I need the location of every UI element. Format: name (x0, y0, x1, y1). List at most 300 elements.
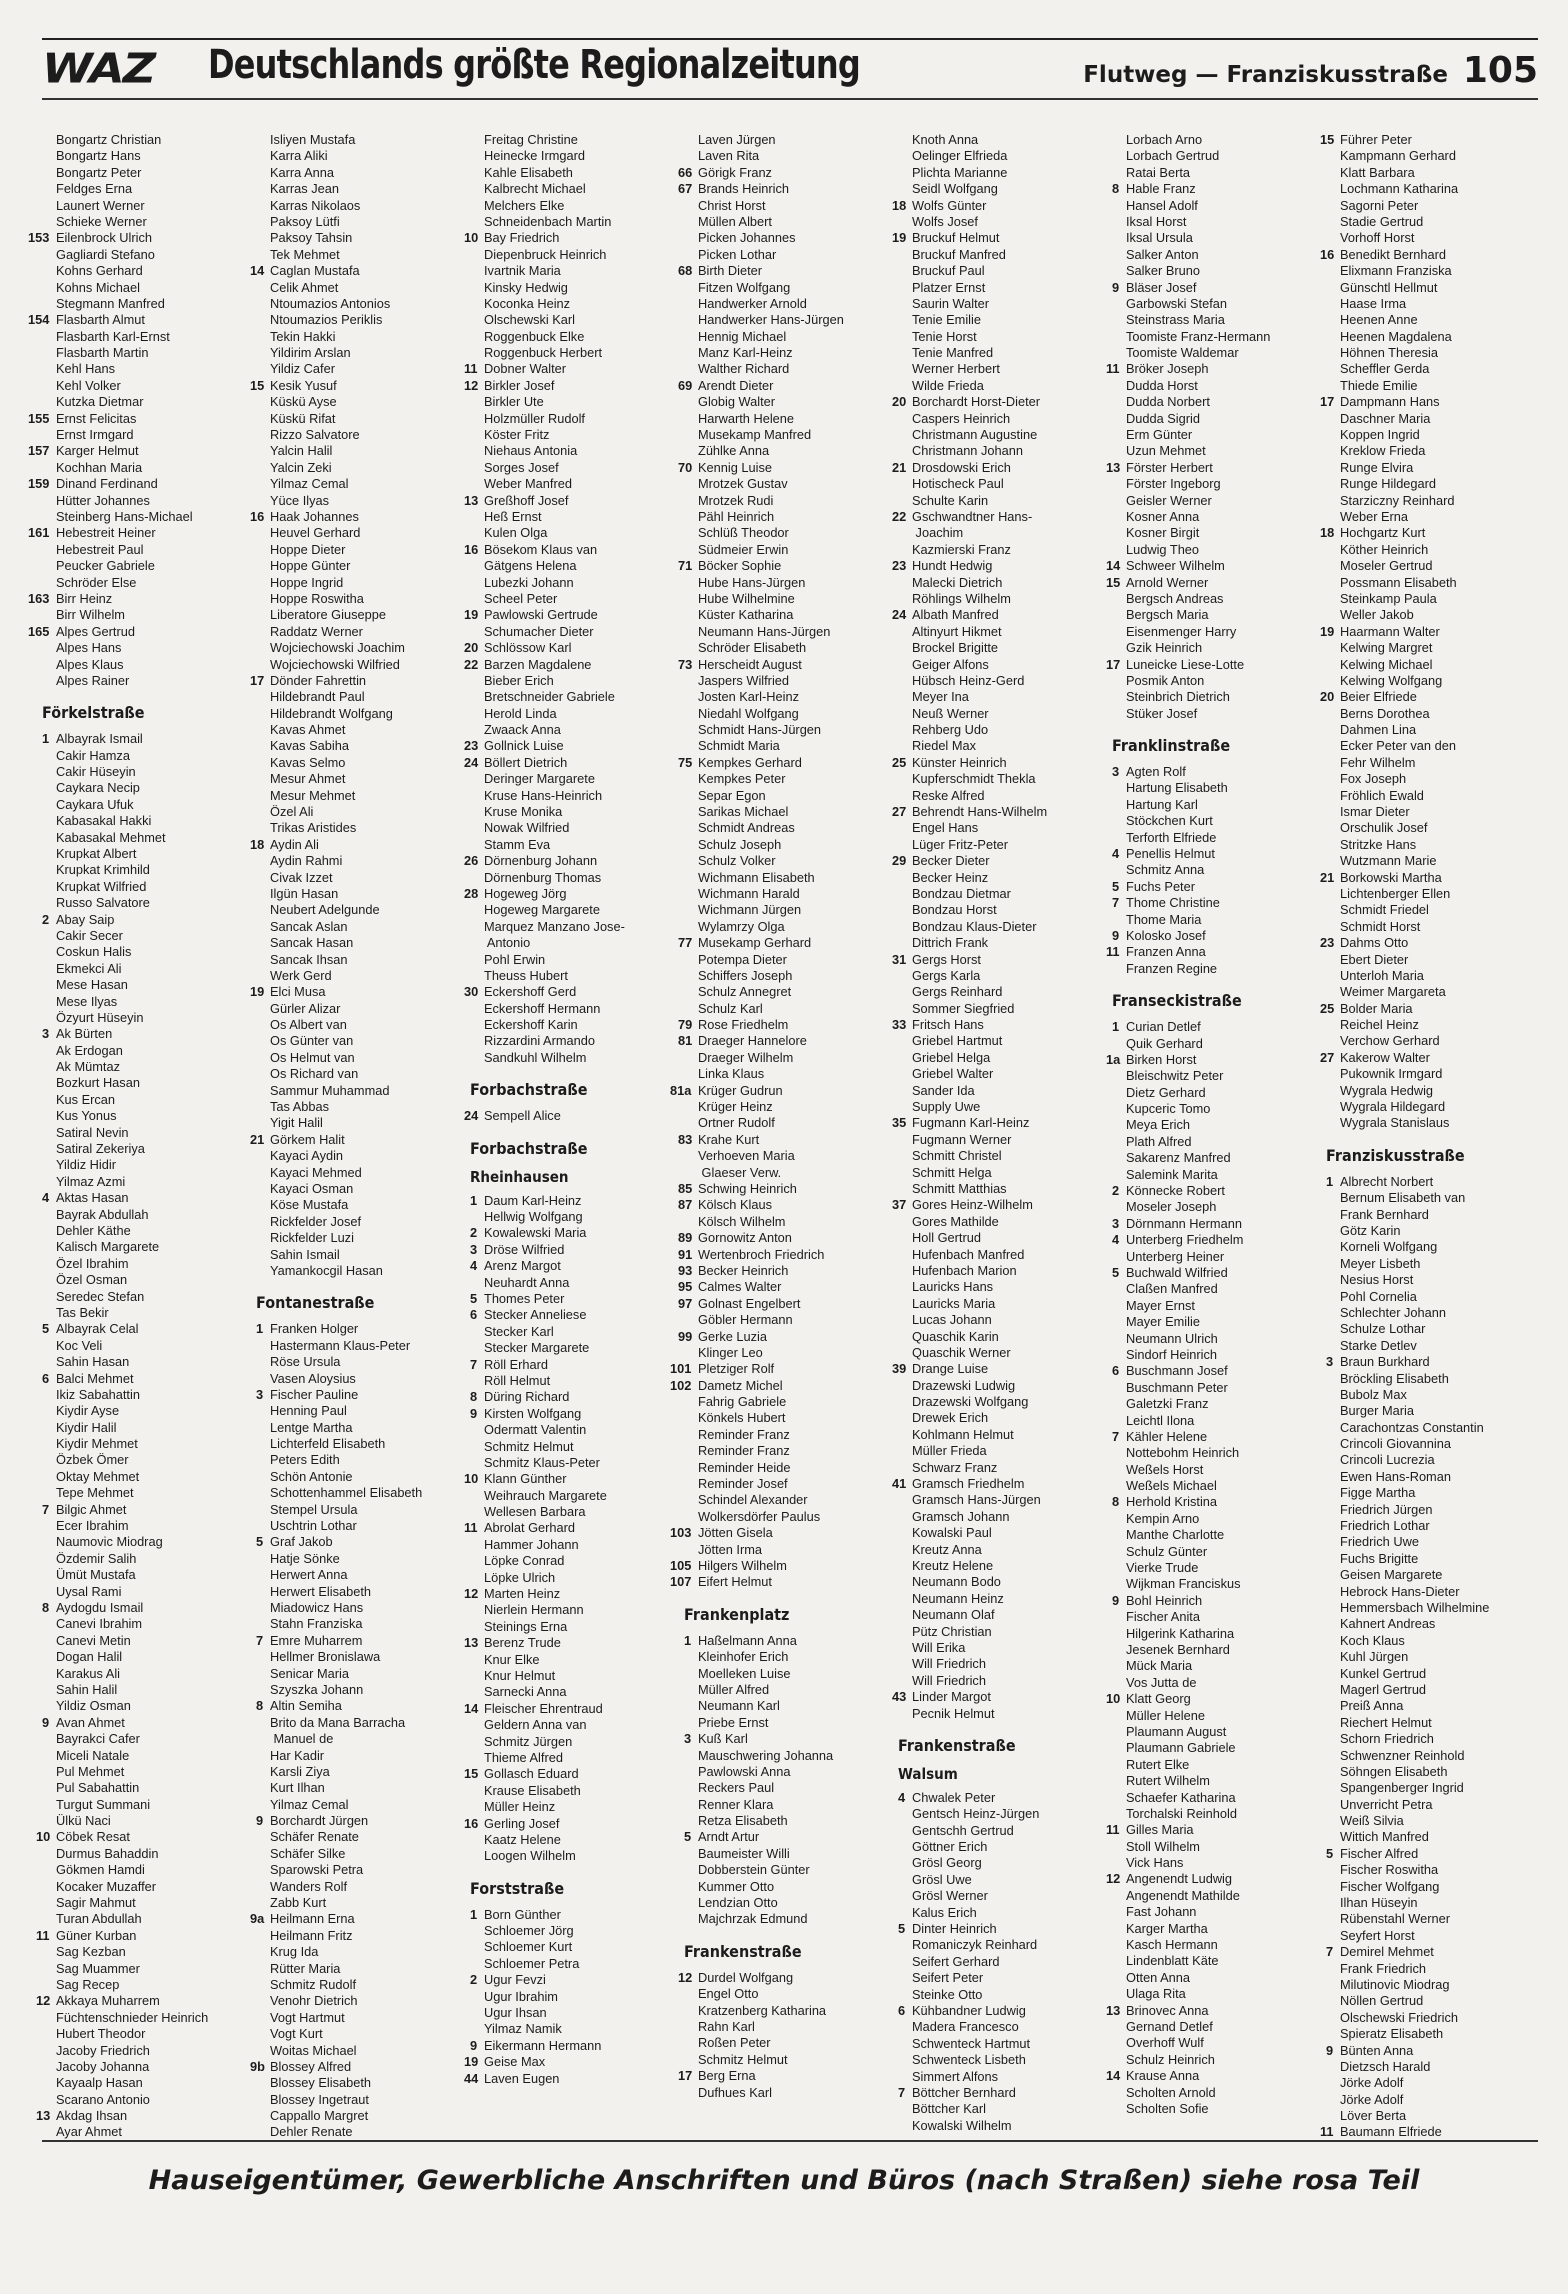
resident-name: Verchow Gerhard (1340, 1033, 1440, 1049)
resident-name: Moelleken Luise (698, 1665, 791, 1681)
resident-name: Miceli Natale (56, 1747, 130, 1763)
resident-entry (42, 813, 256, 829)
resident-entry (470, 1553, 684, 1569)
resident-entry (892, 1689, 1112, 1705)
resident-name: Feldges Erna (56, 181, 133, 197)
resident-name: Musekamp Gerhard (698, 935, 812, 951)
resident-name: Dinter Heinrich (912, 1921, 997, 1937)
resident-name: Bubolz Max (1340, 1386, 1407, 1402)
resident-entry (1106, 1051, 1326, 1068)
resident-entry (898, 280, 1112, 296)
resident-entry (1106, 1691, 1326, 1707)
resident-entry (42, 1911, 256, 1927)
resident-name: Calmes Walter (698, 1279, 782, 1295)
resident-name: Stecker Anneliese (484, 1307, 587, 1323)
house-number: 161 (28, 525, 50, 541)
resident-entry (256, 1551, 470, 1567)
resident-name: Schmidt Horst (1340, 918, 1421, 934)
house-number: 9a (250, 1911, 265, 1927)
resident-entry (470, 329, 684, 345)
resident-name: Hoppe Dieter (270, 541, 346, 557)
resident-entry (256, 1387, 470, 1403)
resident-name: Göttner Erich (912, 1839, 988, 1855)
resident-entry (1112, 476, 1326, 492)
resident-name: Ecer Ibrahim (56, 1518, 129, 1534)
resident-name: Cakir Hamza (56, 747, 130, 763)
resident-name: Ivartnik Maria (484, 263, 561, 279)
resident-entry (898, 1378, 1112, 1394)
resident-name: Fuchs Brigitte (1340, 1550, 1419, 1566)
resident-name: Satiral Zekeriya (56, 1141, 145, 1157)
resident-name: Baumeister Willi (698, 1845, 790, 1861)
resident-name: Ntoumazios Periklis (270, 312, 383, 328)
resident-name: Herhold Kristina (1126, 1494, 1218, 1510)
resident-name: Fast Johann (1126, 1904, 1197, 1920)
resident-entry (470, 1193, 684, 1209)
resident-entry (470, 1907, 684, 1923)
resident-name: Pletziger Rolf (698, 1361, 775, 1377)
resident-name: Vasen Aloysius (270, 1370, 356, 1386)
resident-name: Buchwald Wilfried (1126, 1265, 1228, 1280)
resident-name: Schlechter Johann (1340, 1304, 1446, 1320)
resident-entry (1112, 427, 1326, 443)
resident-name: Hube Wilhelmine (698, 590, 795, 606)
resident-name: Frank Bernhard (1340, 1206, 1429, 1222)
resident-entry (42, 1633, 256, 1649)
resident-entry (42, 2075, 256, 2091)
resident-entry (256, 952, 470, 968)
resident-name: Könnecke Robert (1126, 1183, 1225, 1199)
resident-entry (898, 2069, 1112, 2085)
resident-name: Ludwig Theo (1126, 541, 1200, 557)
resident-name: Sander Ida (912, 1082, 975, 1098)
resident-name: Altinyurt Hikmet (912, 623, 1002, 639)
resident-entry (256, 771, 470, 787)
resident-entry (256, 1748, 470, 1764)
resident-name: Theuss Hubert (484, 967, 568, 983)
resident-entry (256, 1534, 470, 1550)
resident-entry (470, 1956, 684, 1972)
resident-name: Dobberstein Günter (698, 1862, 810, 1878)
resident-entry (1326, 1928, 1540, 1944)
resident-name: Aydin Rahmi (270, 853, 343, 869)
resident-name: Schulz Joseph (698, 836, 782, 852)
resident-name: Heilmann Fritz (270, 1927, 353, 1943)
resident-name: Eilenbrock Ulrich (56, 230, 153, 246)
resident-name: Kus Ercan (56, 1091, 116, 1107)
resident-name: Tenie Manfred (912, 345, 994, 361)
resident-name: Köster Fritz (484, 427, 550, 443)
street-heading: Forststraße (470, 1878, 565, 1898)
resident-name: Görigk Franz (698, 164, 772, 180)
resident-name: Abrolat Gerhard (484, 1520, 576, 1536)
resident-entry (42, 846, 256, 862)
resident-entry (1326, 1977, 1540, 1993)
resident-name: Neumann Karl (698, 1698, 780, 1714)
resident-name: Figge Martha (1340, 1485, 1416, 1501)
resident-entry (684, 1460, 898, 1476)
resident-name: Sahin Halil (56, 1681, 118, 1697)
resident-name: Gagliardi Stefano (56, 246, 155, 262)
resident-name: Kavas Selmo (270, 754, 346, 770)
house-number: 14 (464, 1700, 479, 1716)
resident-name: Salemink Marita (1126, 1166, 1218, 1182)
resident-name: Düring Richard (484, 1389, 570, 1405)
resident-entry (1112, 345, 1326, 361)
resident-entry (1112, 296, 1326, 312)
resident-entry (1326, 837, 1540, 853)
resident-name: Kiydir Mehmet (56, 1436, 138, 1452)
resident-entry (684, 1748, 898, 1764)
resident-entry (684, 1813, 898, 1829)
resident-entry (256, 1436, 470, 1452)
resident-entry (470, 165, 684, 181)
resident-name: Kruse Monika (484, 804, 563, 820)
resident-entry (470, 427, 684, 443)
resident-entry (684, 345, 898, 361)
resident-entry (42, 2026, 256, 2042)
house-number: 24 (464, 754, 479, 770)
resident-entry (42, 1895, 256, 1911)
resident-name: Friedrich Jürgen (1340, 1501, 1433, 1517)
resident-name: Ecker Peter van den (1340, 738, 1456, 754)
resident-name: Bongartz Hans (56, 148, 141, 164)
resident-name: Köse Mustafa (270, 1197, 349, 1213)
resident-name: Hildebrandt Wolfgang (270, 705, 393, 721)
resident-entry (42, 1223, 256, 1239)
resident-name: Steinings Erna (484, 1618, 568, 1634)
resident-name: Neuhardt Anna (484, 1274, 570, 1290)
resident-entry (42, 1616, 256, 1632)
resident-entry (1112, 493, 1326, 509)
resident-entry (470, 460, 684, 476)
resident-name: Diepenbruck Heinrich (484, 246, 607, 262)
resident-entry (256, 1247, 470, 1263)
resident-entry (898, 657, 1112, 673)
resident-entry (464, 1471, 684, 1487)
resident-name: Hilgers Wilhelm (698, 1557, 787, 1573)
resident-entry (464, 1586, 684, 1602)
resident-entry (256, 2026, 470, 2042)
house-number: 15 (250, 377, 265, 393)
resident-entry (684, 804, 898, 820)
resident-entry (1112, 1413, 1326, 1429)
resident-entry (256, 1001, 470, 1017)
resident-entry (464, 640, 684, 656)
resident-entry (42, 1600, 256, 1616)
house-number: 11 (464, 361, 478, 377)
house-number: 16 (250, 508, 265, 524)
resident-name: Hartung Elisabeth (1126, 780, 1228, 796)
resident-entry (256, 738, 470, 754)
resident-name: Bretschneider Gabriele (484, 689, 615, 705)
resident-entry (464, 1635, 684, 1651)
resident-name: Drazewski Wolfgang (912, 1394, 1029, 1410)
resident-entry (470, 1275, 684, 1291)
resident-name: Yalcin Halil (270, 443, 333, 459)
house-number: 20 (892, 394, 907, 410)
resident-name: Laven Jürgen (698, 132, 776, 147)
resident-entry (42, 1780, 256, 1796)
resident-entry (42, 181, 256, 197)
house-number: 19 (892, 230, 907, 246)
resident-entry (470, 575, 684, 591)
resident-entry (1326, 820, 1540, 836)
resident-entry (256, 1567, 470, 1583)
resident-name: Müller Helene (1126, 1707, 1205, 1723)
resident-name: Gergs Karla (912, 967, 981, 983)
resident-name: Renner Klara (698, 1796, 774, 1812)
resident-entry (256, 1148, 470, 1164)
resident-entry (684, 2052, 898, 2068)
resident-name: Eckershoff Hermann (484, 1000, 601, 1016)
resident-name: Zabb Kurt (270, 1895, 327, 1911)
resident-name: Gentsch Heinz-Jürgen (912, 1806, 1040, 1822)
resident-entry (256, 1797, 470, 1813)
resident-entry (42, 1207, 256, 1223)
resident-entry (256, 689, 470, 705)
house-number: 81a (670, 1082, 692, 1098)
resident-entry (256, 1321, 470, 1337)
resident-entry (898, 1673, 1112, 1689)
resident-entry (684, 1698, 898, 1714)
resident-entry (898, 886, 1112, 902)
resident-entry (892, 508, 1112, 525)
resident-entry (1326, 640, 1540, 656)
resident-entry (28, 443, 256, 459)
resident-name: Will Friedrich (912, 1656, 986, 1672)
resident-name: Joachim (912, 525, 964, 541)
resident-name: Bruckuf Manfred (912, 246, 1006, 262)
resident-entry (42, 944, 256, 960)
resident-name: Sparowski Petra (270, 1862, 364, 1878)
resident-entry (1326, 1961, 1540, 1977)
resident-entry (1326, 1616, 1540, 1632)
resident-entry (898, 1214, 1112, 1230)
resident-name: Daschner Maria (1340, 410, 1431, 426)
resident-name: Neuß Werner (912, 705, 989, 721)
resident-entry (42, 1518, 256, 1534)
resident-entry (1112, 1511, 1326, 1527)
resident-name: Yildiz Hidir (56, 1157, 116, 1173)
resident-entry (1112, 1527, 1326, 1543)
resident-name: Krüger Gudrun (698, 1082, 783, 1098)
resident-name: Wichmann Jürgen (698, 902, 802, 918)
resident-name: Pohl Erwin (484, 951, 546, 967)
resident-name: Gores Heinz-Wilhelm (912, 1197, 1033, 1213)
resident-entry (898, 312, 1112, 328)
resident-entry (1112, 1036, 1326, 1052)
footer-divider (42, 2140, 1538, 2142)
resident-entry (684, 2019, 898, 2035)
resident-entry (1326, 591, 1540, 607)
resident-entry (678, 1295, 898, 1312)
resident-entry (42, 607, 256, 623)
resident-name: Daum Karl-Heinz (484, 1192, 582, 1208)
resident-name: Hemmersbach Wilhelmine (1340, 1599, 1490, 1615)
resident-entry (1112, 1609, 1326, 1625)
resident-entry (684, 591, 898, 607)
resident-entry (678, 935, 898, 951)
resident-entry (250, 836, 470, 853)
house-number: 15 (1106, 574, 1121, 590)
house-number: 19 (464, 607, 479, 623)
resident-entry (464, 2054, 684, 2070)
resident-entry (470, 1340, 684, 1356)
resident-entry (1112, 912, 1326, 928)
resident-name: Lorbach Gertrud (1126, 148, 1220, 164)
resident-entry (1112, 1544, 1326, 1560)
resident-entry (684, 1099, 898, 1115)
house-number: 4 (470, 1258, 478, 1274)
resident-name: Fehr Wilhelm (1340, 754, 1416, 770)
resident-entry (892, 230, 1112, 246)
resident-name: Blossey Ingetraut (270, 2091, 369, 2107)
resident-name: Ikiz Sabahattin (56, 1386, 140, 1402)
resident-entry (684, 984, 898, 1000)
resident-entry (684, 886, 898, 902)
resident-entry (1112, 2019, 1326, 2035)
resident-name: Klinger Leo (698, 1344, 763, 1360)
resident-entry (1112, 214, 1326, 230)
resident-name: Günschtl Hellmut (1340, 279, 1438, 295)
resident-name: Moseler Gertrud (1340, 558, 1433, 574)
resident-entry (470, 443, 684, 459)
resident-entry (256, 1780, 470, 1796)
resident-entry (678, 1969, 898, 1986)
resident-entry (470, 1242, 684, 1258)
resident-entry (42, 558, 256, 574)
resident-name: Ulaga Rita (1126, 1986, 1186, 2002)
column-1 (28, 132, 256, 2140)
resident-name: Kosner Anna (1126, 508, 1200, 524)
resident-name: Schieke Werner (56, 213, 147, 229)
resident-name: Stoll Wilhelm (1126, 1838, 1200, 1854)
resident-name: Yildiz Cafer (270, 361, 335, 377)
resident-name: Aydin Ali (270, 836, 319, 852)
district-heading: Walsum (898, 1764, 958, 1783)
resident-entry (1326, 427, 1540, 443)
resident-entry (42, 1862, 256, 1878)
resident-name: Ülkü Naci (56, 1813, 111, 1829)
resident-entry (892, 754, 1112, 771)
resident-entry (464, 377, 684, 394)
resident-name: Fahrig Gabriele (698, 1394, 787, 1410)
resident-entry (42, 509, 256, 525)
resident-entry (256, 2092, 470, 2108)
resident-entry (898, 1296, 1112, 1312)
resident-entry (256, 181, 470, 197)
resident-name: Krüger Heinz (698, 1099, 773, 1115)
house-number: 2 (470, 1225, 478, 1241)
column-3 (464, 132, 684, 2140)
house-number: 4 (42, 1190, 50, 1206)
resident-entry (42, 977, 256, 993)
resident-name: Henning Paul (270, 1403, 347, 1419)
resident-entry (256, 1066, 470, 1082)
resident-entry (470, 1734, 684, 1750)
house-number: 27 (1320, 1049, 1335, 1065)
resident-name: Gollnick Luise (484, 738, 564, 754)
house-number: 20 (1320, 689, 1335, 705)
resident-name: Meyer Lisbeth (1340, 1255, 1421, 1271)
resident-name: Mese Hasan (56, 977, 128, 993)
resident-entry (898, 1970, 1112, 1986)
resident-name: Sandkuhl Wilhelm (484, 1049, 587, 1065)
house-number: 15 (1320, 132, 1335, 147)
resident-entry (256, 1616, 470, 1632)
resident-entry (1320, 132, 1540, 148)
resident-name: Thomes Peter (484, 1291, 565, 1306)
house-number: 157 (28, 443, 50, 459)
resident-entry (1112, 1265, 1326, 1281)
resident-name: Drosdowski Erich (912, 459, 1011, 475)
house-number: 6 (1112, 1363, 1120, 1379)
house-number: 103 (670, 1525, 692, 1541)
resident-name: Plichta Marianne (912, 164, 1008, 180)
resident-name: Kowalski Wilhelm (912, 2117, 1012, 2133)
resident-name: Picken Johannes (698, 230, 796, 246)
resident-entry (42, 1944, 256, 1960)
house-number: 39 (892, 1361, 907, 1377)
resident-name: Kuhl Jürgen (1340, 1649, 1409, 1665)
resident-name: Rizzardini Armando (484, 1033, 595, 1049)
resident-name: Kampmann Gerhard (1340, 148, 1456, 164)
resident-entry (898, 1574, 1112, 1590)
resident-name: Götz Karin (1340, 1223, 1401, 1238)
resident-name: Mesur Mehmet (270, 787, 356, 803)
resident-name: Görkem Halit (270, 1131, 345, 1147)
resident-entry (470, 1033, 684, 1049)
resident-name: Birr Heinz (56, 590, 113, 606)
resident-entry (898, 181, 1112, 197)
resident-entry (470, 1668, 684, 1684)
house-number: 19 (250, 984, 265, 1000)
resident-name: Bergsch Maria (1126, 607, 1209, 623)
resident-name: Kayaci Osman (270, 1181, 354, 1196)
resident-entry (898, 1905, 1112, 1921)
resident-name: Sammur Muhammad (270, 1082, 390, 1098)
resident-name: Korneli Wolfgang (1340, 1239, 1438, 1255)
resident-entry (1326, 1354, 1540, 1370)
resident-entry (898, 1001, 1112, 1017)
resident-entry (1112, 1708, 1326, 1724)
resident-entry (470, 345, 684, 361)
resident-entry (684, 788, 898, 804)
resident-entry (464, 754, 684, 771)
resident-name: Gilles Maria (1126, 1822, 1194, 1838)
resident-name: Dudda Norbert (1126, 394, 1210, 410)
resident-name: Ümüt Mustafa (56, 1567, 136, 1583)
resident-entry (684, 853, 898, 869)
resident-name: Kummer Otto (698, 1878, 775, 1894)
resident-entry (1320, 2124, 1540, 2140)
resident-name: Kayaci Mehmed (270, 1164, 362, 1180)
resident-entry (898, 1132, 1112, 1148)
resident-name: Karger Martha (1126, 1920, 1208, 1936)
resident-entry (42, 247, 256, 263)
resident-name: Schmitz Rudolf (270, 1976, 357, 1992)
resident-name: Pawlowski Gertrude (484, 607, 598, 623)
resident-name: Hable Franz (1126, 181, 1196, 197)
resident-name: Caspers Heinrich (912, 410, 1011, 426)
resident-name: Mayer Emilie (1126, 1314, 1200, 1330)
resident-entry (1112, 165, 1326, 181)
resident-entry (898, 673, 1112, 689)
resident-entry (256, 1666, 470, 1682)
resident-entry (1326, 1452, 1540, 1468)
resident-entry (1326, 1567, 1540, 1583)
